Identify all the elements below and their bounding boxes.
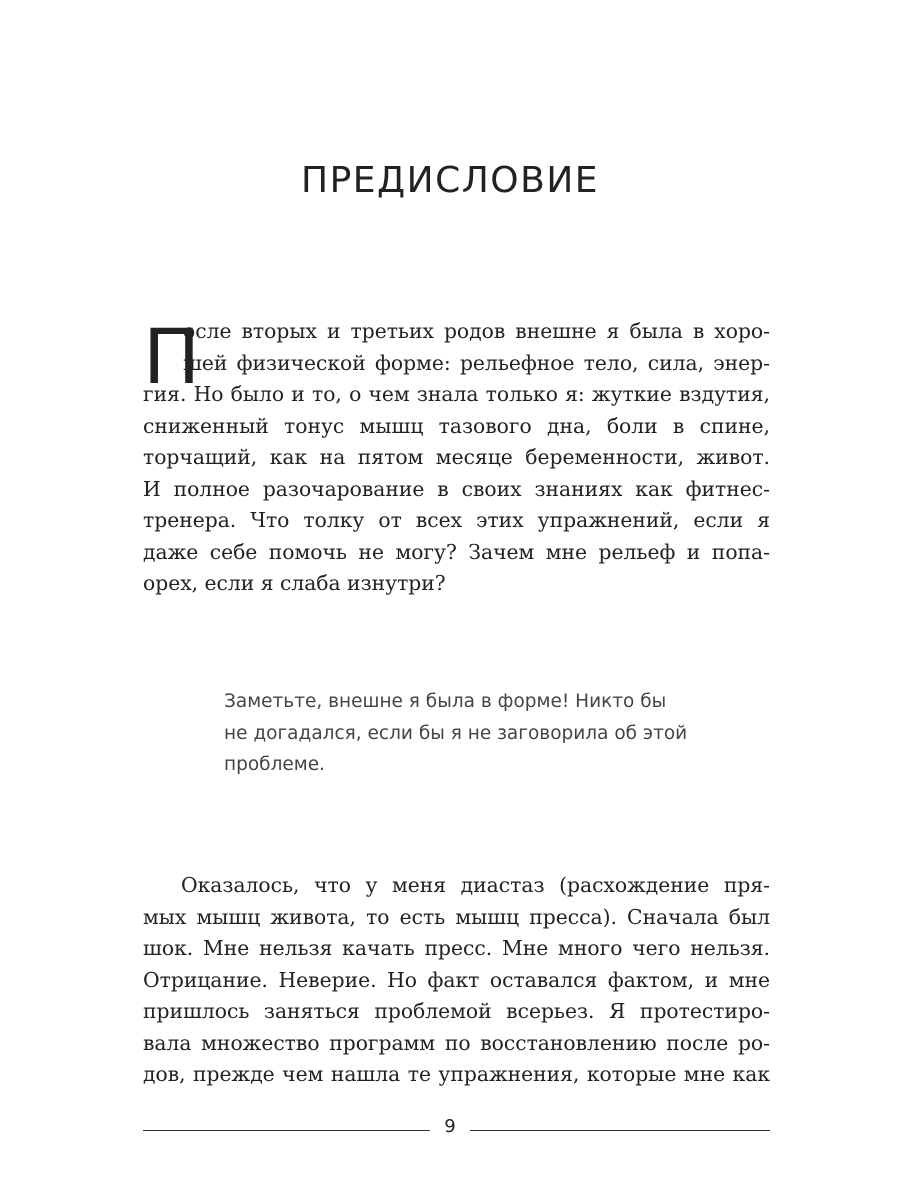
text-line: вала множество программ по восстановлению после ро- — [143, 1030, 770, 1055]
text-line: Отрицание. Неверие. Но факт оставался фактом, и мне — [143, 967, 770, 992]
footer-rule-left — [143, 1130, 430, 1131]
text-line: пришлось заняться проблемой всерьез. Я протестиро- — [143, 999, 770, 1023]
callout-line: проблеме. — [224, 754, 325, 775]
chapter-heading: ПРЕДИСЛОВИЕ — [301, 160, 599, 201]
intro-paragraph — [143, 316, 770, 600]
text-line: шей физической форме: рельефное тело, сила, энер- — [183, 350, 770, 375]
second-paragraph — [143, 870, 770, 1091]
drop-cap: П — [143, 326, 201, 388]
text-line: сниженный тонус мышц тазового дна, боли в спине, — [143, 413, 770, 438]
text-line: мых мышц живота, то есть мышц пресса). Сначала был — [143, 904, 770, 929]
text-line: гия. Но было и то, о чем знала только я: жуткие вздутия, — [143, 382, 770, 406]
text-line: торчащий, как на пятом месяце беременности, живот. — [143, 445, 770, 469]
text-line: Оказалось, что у меня диастаз (расхождение пря- — [181, 873, 770, 897]
callout-note — [224, 686, 704, 781]
callout-line: не догадался, если бы я не заговорила об этой — [224, 722, 688, 744]
text-line: осле вторых и третьих родов внешне я была в хоро- — [183, 319, 770, 343]
text-line: орех, если я слаба изнутри? — [143, 571, 446, 595]
text-line: дов, прежде чем нашла те упражнения, которые мне как — [143, 1062, 770, 1086]
page-number: 9 — [444, 1116, 456, 1137]
text-line: шок. Мне нельзя качать пресс. Мне много чего нельзя. — [143, 936, 770, 960]
callout-line: Заметьте, внешне я была в форме! Никто бы — [224, 691, 667, 712]
footer-rule-right — [470, 1130, 770, 1131]
text-line: И полное разочарование в своих знаниях как фитнес- — [143, 476, 770, 501]
text-line: даже себе помочь не могу? Зачем мне рельеф и попа- — [143, 539, 770, 564]
text-line: тренера. Что толку от всех этих упражнений, если я — [143, 508, 770, 532]
